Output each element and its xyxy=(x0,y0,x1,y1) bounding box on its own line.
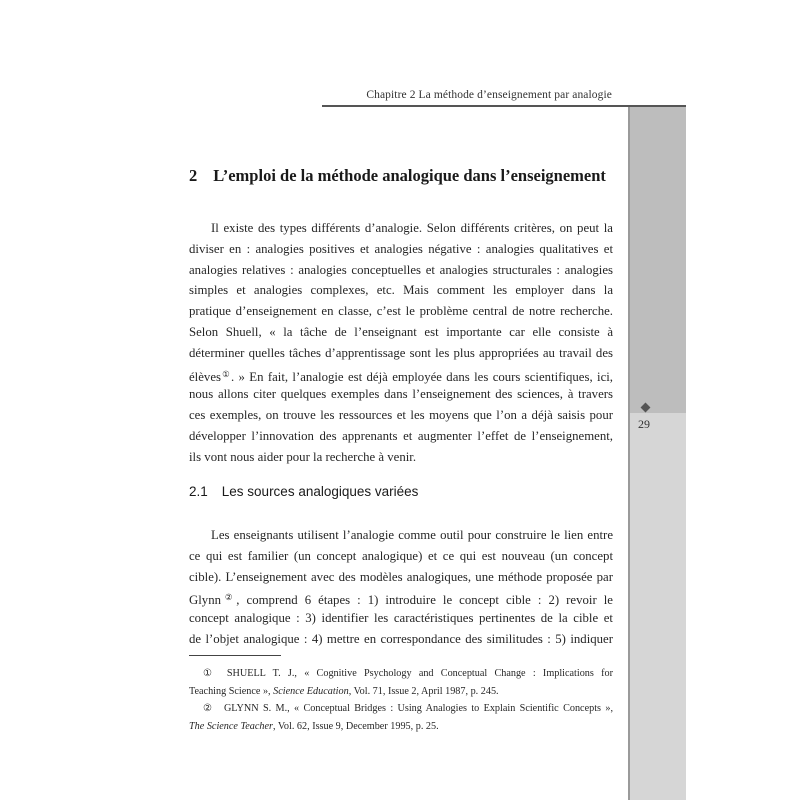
running-head: Chapitre 2 La méthode d’enseignement par analogie xyxy=(366,89,612,101)
footnote-text: SHUELL T. J., « Cognitive Psychology and Conceptual Change : Implications for xyxy=(226,668,613,679)
footnotes xyxy=(189,665,613,735)
line-text: , comprend 6 étapes : 1) introduire le concept cible : 2) revoir le xyxy=(236,593,613,608)
paragraph-line: simples et analogies complexes, etc. Mais comment les employer dans la xyxy=(189,283,613,298)
paragraph-2 xyxy=(189,525,613,650)
page-number: 29 xyxy=(638,417,650,431)
paragraph-line: concept analogique : 3) identifier les caractéristiques pertinentes de la cible et xyxy=(189,611,613,626)
journal-title: The Science Teacher xyxy=(189,720,273,732)
footnote-mark: ① xyxy=(203,668,217,679)
paragraph-line xyxy=(189,587,613,608)
section-number: 2 xyxy=(189,166,198,185)
paragraph-line: déterminer quelles tâches d’apprentissage sont les plus appropriées au travail des xyxy=(189,345,613,360)
journal-title: Science Education xyxy=(273,685,349,697)
paragraph-line: de l’objet analogique : 4) mettre en correspondance des similitudes : 5) indiquer xyxy=(189,631,613,646)
footnote-mark: ② xyxy=(203,703,214,714)
subsection-title xyxy=(189,484,418,499)
footnote-2-line-1 xyxy=(189,700,613,718)
section-title-text: L’emploi de la méthode analogique dans l’enseignement xyxy=(213,166,606,185)
paragraph-line: cible). L’enseignement avec des modèles analogiques, une méthode proposée par xyxy=(189,569,613,584)
footnote-ref-1[interactable]: ① xyxy=(220,368,231,379)
footnote-1-line-1 xyxy=(189,665,613,683)
paragraph-line: ces exemples, on trouve les ressources et les moyens que l’on a déjà saisis pour xyxy=(189,408,613,423)
footnote-ref-2[interactable]: ② xyxy=(221,592,237,603)
footnote-text: Teaching Science », xyxy=(189,685,274,697)
side-tab-lower xyxy=(628,413,686,800)
line-text: . » En fait, l’analogie est déjà employée dans les cours scientifiques, ici, xyxy=(230,369,614,384)
side-tab-edge-line xyxy=(628,107,630,800)
footnote-text: , Vol. 62, Issue 9, December 1995, p. 25. xyxy=(272,720,439,732)
paragraph-line: diviser en : analogies positives et analogies négative : analogies qualitatives et xyxy=(189,241,613,256)
paragraph-line: analogies relatives : analogies conceptuelles et analogies structurales : analogies xyxy=(189,262,613,277)
subsection-title-text: Les sources analogiques variées xyxy=(221,484,419,499)
line-text: élèves xyxy=(189,369,221,384)
side-tab-upper xyxy=(628,107,686,413)
subsection-number: 2.1 xyxy=(189,484,208,499)
footnote-1-line-2 xyxy=(189,683,613,701)
paragraph-line: nous allons citer quelques exemples dans l’enseignement des sciences, à travers xyxy=(189,387,613,402)
paragraph-line xyxy=(189,364,613,385)
paragraph-line: Il existe des types différents d’analogie. Selon différents critères, on peut la xyxy=(211,221,613,235)
paragraph-line: Les enseignants utilisent l’analogie comme outil pour construire le lien entre xyxy=(211,528,613,542)
paragraph-line: ils vont nous aider pour la recherche à venir. xyxy=(189,449,417,464)
paragraph-line: Selon Shuell, « la tâche de l’enseignant est importante car elle consiste à xyxy=(189,324,613,339)
footnote-text: , Vol. 71, Issue 2, April 1987, p. 245. xyxy=(348,685,499,697)
footnote-text: GLYNN S. M., « Conceptual Bridges : Using Analogies to Explain Scientific Concepts », xyxy=(223,703,613,714)
section-title xyxy=(189,166,606,186)
paragraph-line: développer l’innovation des apprenants et augmenter l’effet de l’enseignement, xyxy=(189,428,613,443)
paragraph-line: pratique d’enseignement en classe, c’est le problème central de notre recherche. xyxy=(189,304,613,319)
footnote-rule xyxy=(189,655,281,656)
footnote-2-line-2 xyxy=(189,718,613,736)
line-text: Glynn xyxy=(189,593,221,608)
paragraph-line: ce qui est familier (un concept analogique) et ce qui est nouveau (un concept xyxy=(189,548,613,563)
paragraph-1 xyxy=(189,218,613,468)
